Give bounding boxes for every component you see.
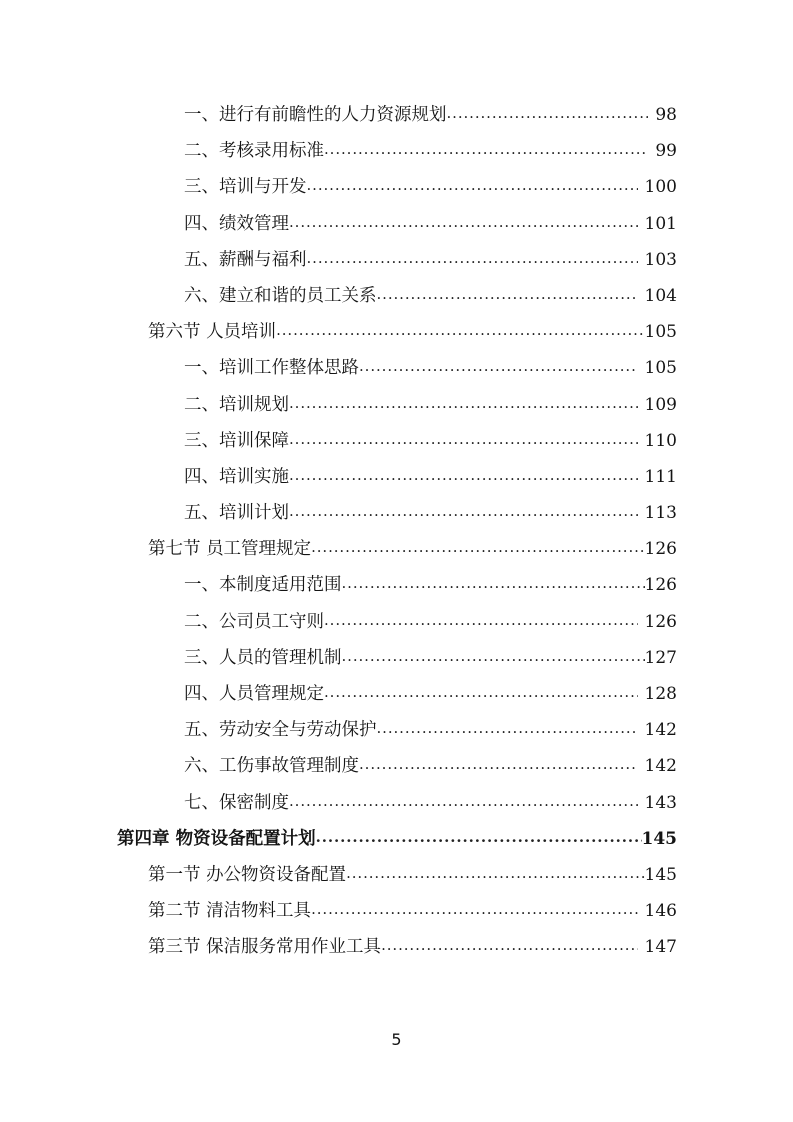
- toc-leader-dots: [381, 927, 637, 963]
- toc-entry-page-number: 103: [644, 249, 677, 270]
- toc-entry[interactable]: [0, 423, 793, 459]
- toc-leader-dots: [447, 95, 649, 131]
- toc-entry[interactable]: [0, 748, 793, 784]
- toc-leader-dots: [289, 421, 638, 457]
- toc-entry-page-number: 126: [644, 575, 677, 596]
- toc-entry-page-number: 104: [644, 285, 677, 306]
- toc-entry-page-number: 126: [644, 539, 677, 560]
- toc-entry[interactable]: [0, 821, 793, 857]
- page-number-footer: 5: [391, 1030, 402, 1049]
- toc-leader-dots: [307, 240, 638, 276]
- toc-leader-dots: [342, 638, 645, 674]
- toc-entry-page-number: 100: [644, 177, 677, 198]
- toc-leader-dots: [307, 167, 638, 203]
- toc-entry-page-number: 128: [644, 684, 677, 704]
- toc-entry[interactable]: [0, 929, 793, 965]
- toc-leader-dots: [316, 819, 642, 855]
- toc-entry-title: 第六节 人员培训: [148, 322, 277, 343]
- toc-entry[interactable]: [0, 785, 793, 821]
- toc-entry-title: 三、培训保障: [184, 430, 289, 451]
- toc-entry[interactable]: [0, 712, 793, 748]
- toc-leader-dots: [289, 385, 638, 421]
- toc-entry-title: 七、保密制度: [184, 792, 289, 813]
- toc-entry[interactable]: [0, 495, 793, 531]
- toc-entry-page-number: 111: [644, 466, 677, 487]
- toc-entry-title: 第三节 保洁服务常用作业工具: [148, 937, 382, 958]
- toc-entry[interactable]: [0, 676, 793, 712]
- toc-leader-dots: [359, 746, 638, 782]
- toc-entry-title: 五、薪酬与福利: [184, 249, 307, 270]
- toc-entry[interactable]: [0, 278, 793, 314]
- toc-entry-title: 第七节 员工管理规定: [148, 539, 312, 560]
- toc-leader-dots: [276, 312, 644, 348]
- toc-entry-page-number: 126: [644, 611, 677, 632]
- toc-leader-dots: [342, 565, 645, 601]
- toc-entry-title: 第二节 清洁物料工具: [148, 901, 312, 922]
- toc-entry-page-number: 142: [644, 756, 677, 777]
- toc-leader-dots: [377, 710, 638, 746]
- toc-entry[interactable]: [0, 640, 793, 676]
- toc-leader-dots: [289, 493, 638, 529]
- toc-entry-page-number: 101: [644, 213, 677, 234]
- toc-leader-dots: [377, 276, 638, 312]
- toc-entry[interactable]: [0, 893, 793, 929]
- toc-entry-title: 六、建立和谐的员工关系: [184, 285, 377, 306]
- toc-entry-page-number: 105: [644, 322, 677, 343]
- toc-entry-title: 五、劳动安全与劳动保护: [184, 720, 377, 741]
- toc-entry-page-number: 127: [644, 647, 677, 668]
- toc-entry-title: 二、考核录用标准: [184, 141, 324, 162]
- toc-entry-page-number: 145: [644, 864, 677, 885]
- toc-entry-title: 四、培训实施: [184, 466, 289, 487]
- toc-entry-title: 二、培训规划: [184, 394, 289, 415]
- toc-entry-page-number: 147: [644, 937, 677, 958]
- toc-entry-page-number: 143: [644, 792, 677, 813]
- toc-entry-page-number: 146: [644, 901, 677, 922]
- toc-entry[interactable]: [0, 206, 793, 242]
- toc-entry-title: 四、绩效管理: [184, 213, 289, 234]
- toc-entry-title: 四、人员管理规定: [184, 684, 324, 704]
- toc-entry-title: 第一节 办公物资设备配置: [148, 864, 347, 885]
- toc-entry-title: 二、公司员工守则: [184, 611, 324, 632]
- toc-entry-page-number: 113: [644, 503, 677, 524]
- toc-entry-title: 六、工伤事故管理制度: [184, 756, 359, 777]
- toc-leader-dots: [289, 204, 638, 240]
- toc-entry[interactable]: [0, 350, 793, 386]
- toc-leader-dots: [311, 529, 644, 565]
- toc-leader-dots: [311, 891, 637, 927]
- toc-entry-title: 一、培训工作整体思路: [184, 358, 359, 379]
- toc-leader-dots: [324, 602, 638, 638]
- toc-entry[interactable]: [0, 459, 793, 495]
- toc-leader-dots: [359, 348, 638, 384]
- toc-entry-page-number: 110: [644, 430, 677, 451]
- toc-entry[interactable]: [0, 857, 793, 893]
- toc-entry[interactable]: [0, 169, 793, 205]
- toc-entry[interactable]: [0, 567, 793, 603]
- toc-entry[interactable]: [0, 97, 793, 133]
- toc-entry-title: 三、人员的管理机制: [184, 647, 342, 668]
- toc-entry-page-number: 109: [644, 394, 677, 415]
- toc-entry-page-number: 145: [641, 828, 677, 849]
- toc-entry[interactable]: [0, 604, 793, 640]
- toc-entry[interactable]: [0, 133, 793, 169]
- toc-entry[interactable]: [0, 531, 793, 567]
- toc-entry-title: 三、培训与开发: [184, 177, 307, 198]
- toc-leader-dots: [324, 674, 638, 710]
- toc-entry[interactable]: [0, 314, 793, 350]
- toc-leader-dots: [324, 131, 648, 167]
- toc-entry-title: 一、进行有前瞻性的人力资源规划: [184, 105, 447, 125]
- toc-entry[interactable]: [0, 387, 793, 423]
- toc-leader-dots: [346, 855, 644, 891]
- toc-entry-page-number: 105: [644, 358, 677, 379]
- toc-leader-dots: [289, 457, 638, 493]
- toc-entry-page-number: 98: [655, 105, 677, 125]
- table-of-contents-list: [0, 97, 793, 966]
- toc-entry-title: 第四章 物资设备配置计划: [117, 828, 316, 849]
- toc-entry-page-number: 99: [655, 141, 677, 162]
- toc-entry[interactable]: [0, 242, 793, 278]
- toc-leader-dots: [289, 783, 638, 819]
- toc-entry-title: 五、培训计划: [184, 503, 289, 524]
- toc-entry-page-number: 142: [644, 720, 677, 741]
- toc-entry-title: 一、本制度适用范围: [184, 575, 342, 596]
